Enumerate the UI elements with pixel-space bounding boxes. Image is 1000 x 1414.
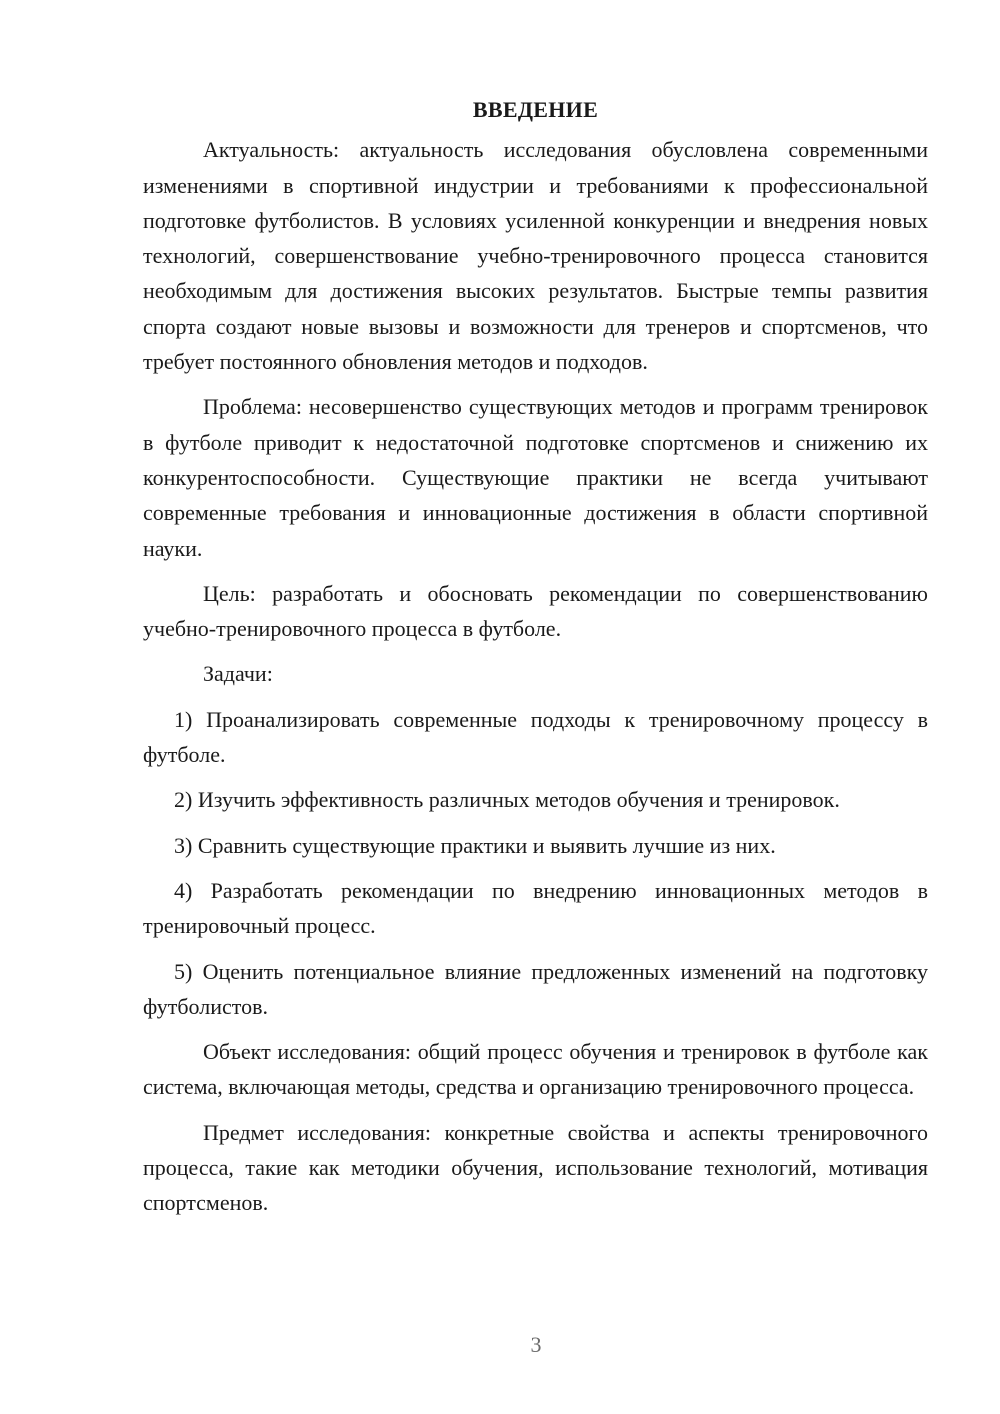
section-heading: ВВЕДЕНИЕ [472, 97, 599, 122]
object-paragraph: Объект исследования: общий процесс обучения и тренировок в футболе как система, включающая методы, средства и организацию тренировочного процесса. [143, 1039, 928, 1100]
task-item: 4) Разработать рекомендации по внедрению инновационных методов в тренировочный процесс. [143, 877, 928, 939]
relevance-paragraph: Актуальность: актуальность исследования обусловлена современными изменениями в спортивной индустрии и требованиями к профессиональной подготовке футболистов. В условиях усиленной конкуренции и внедрения новых технологий, совершенствование учебно-тренировочного процесса становится необходимым для достижения высоких результатов. Быстрые темпы развития спорта создают новые вызовы и возможности для тренеров и спортсменов, что требует постоянного обновления методов и подходов. [143, 137, 928, 375]
goal-paragraph: Цель: разработать и обосновать рекомендации по совершенствованию учебно-тренировочного процесса в футболе. [143, 580, 928, 642]
tasks-label: Задачи: [203, 661, 273, 687]
page-number: 3 [530, 1332, 542, 1357]
page-content [143, 92, 928, 1231]
problem-paragraph: Проблема: несовершенство существующих методов и программ тренировок в футболе приводит к недостаточной подготовке спортсменов и снижению их конкурентоспособности. Существующие практики не всегда учитывают современные требования и инновационные достижения в области спортивной науки. [143, 394, 928, 561]
task-item: 2) Изучить эффективность различных методов обучения и тренировок. [174, 787, 840, 813]
tasks-list [143, 702, 928, 1024]
subject-paragraph: Предмет исследования: конкретные свойства и аспекты тренировочного процесса, такие как методики обучения, использование технологий, мотивация спортсменов. [143, 1119, 928, 1216]
task-item: 3) Сравнить существующие практики и выявить лучшие из них. [174, 832, 776, 858]
task-item: 1) Проанализировать современные подходы к тренировочному процессу в футболе. [143, 706, 928, 768]
task-item: 5) Оценить потенциальное влияние предложенных изменений на подготовку футболистов. [143, 958, 928, 1019]
